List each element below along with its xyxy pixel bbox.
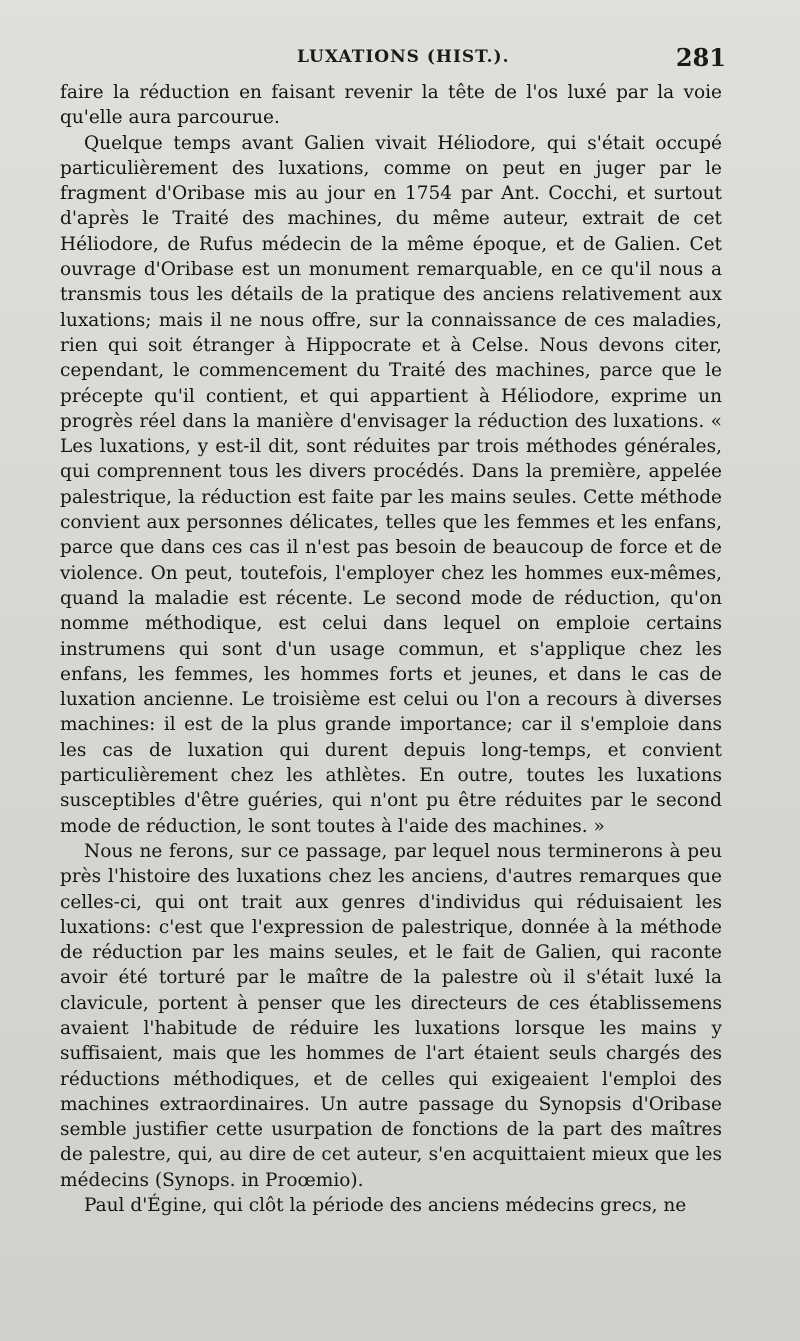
running-title: LUXATIONS (HIST.). (297, 47, 510, 67)
body-text (60, 80, 722, 1218)
paragraph-2: Quelque temps avant Galien vivait Héliodore, qui s'était occupé particulièrement des luxations, comme on peut en juger par le fragment d'Oribase mis au jour en 1754 par Ant. Cocchi, et surtout d'après le Traité des machines, du même auteur, extrait de cet Héliodore, de Rufus médecin de la même époque, et de Galien. Cet ouvrage d'Oribase est un monument remarquable, en ce qu'il nous a transmis tous les détails de la pratique des anciens relativement aux luxations; mais il ne nous offre, sur la connaissance de ces maladies, rien qui soit étranger à Hippocrate et à Celse. Nous devons citer, cependant, le commencement du Traité des machines, parce que le précepte qu'il contient, et qui appartient à Héliodore, exprime un progrès réel dans la manière d'envisager la réduction des luxations. « Les luxations, y est-il dit, sont réduites par trois méthodes générales, qui comprennent tous les divers procédés. Dans la première, appelée palestrique, la réduction est faite par les mains seules. Cette méthode convient aux personnes délicates, telles que les femmes et les enfans, parce que dans ces cas il n'est pas besoin de beaucoup de force et de violence. On peut, toutefois, l'employer chez les hommes eux-mêmes, quand la maladie est récente. Le second mode de réduction, qu'on nomme méthodique, est celui dans lequel on emploie certains instrumens qui sont d'un usage commun, et s'applique chez les enfans, les femmes, les hommes forts et jeunes, et dans le cas de luxation ancienne. Le troisième est celui ou l'on a recours à diverses machines: il est de la plus grande importance; car il s'emploie dans les cas de luxation qui durent depuis long-temps, et convient particulièrement chez les athlètes. En outre, toutes les luxations susceptibles d'être guéries, qui n'ont pu être réduites par le second mode de réduction, le sont toutes à l'aide des machines. » (60, 132, 722, 837)
page-number: 281 (675, 43, 726, 72)
paragraph-4: Paul d'Égine, qui clôt la période des anciens médecins grecs, ne (84, 1195, 687, 1217)
page-header (60, 43, 726, 79)
paragraph-3: Nous ne ferons, sur ce passage, par lequel nous terminerons à peu près l'histoire des luxations chez les anciens, d'autres remarques que celles-ci, qui ont trait aux genres d'individus qui réduisaient les luxations: c'est que l'expression de palestrique, donnée à la méthode de réduction par les mains seules, et le fait de Galien, qui raconte avoir été torturé par le maître de la palestre où il s'était luxé la clavicule, portent à penser que les directeurs de ces établissemens avaient l'habitude de réduire les luxations lorsque les mains y suffisaient, mais que les hommes de l'art étaient seuls chargés des réductions méthodiques, et de celles qui exigeaient l'emploi des machines extraordinaires. Un autre passage du Synopsis d'Oribase semble justifier cette usurpation de fonctions de la part des maîtres de palestre, qui, au dire de cet auteur, s'en acquittaient mieux que les médecins (Synops. in Proœmio). (60, 840, 722, 1191)
paragraph-1: faire la réduction en faisant revenir la tête de l'os luxé par la voie qu'elle aura parcourue. (60, 82, 722, 129)
